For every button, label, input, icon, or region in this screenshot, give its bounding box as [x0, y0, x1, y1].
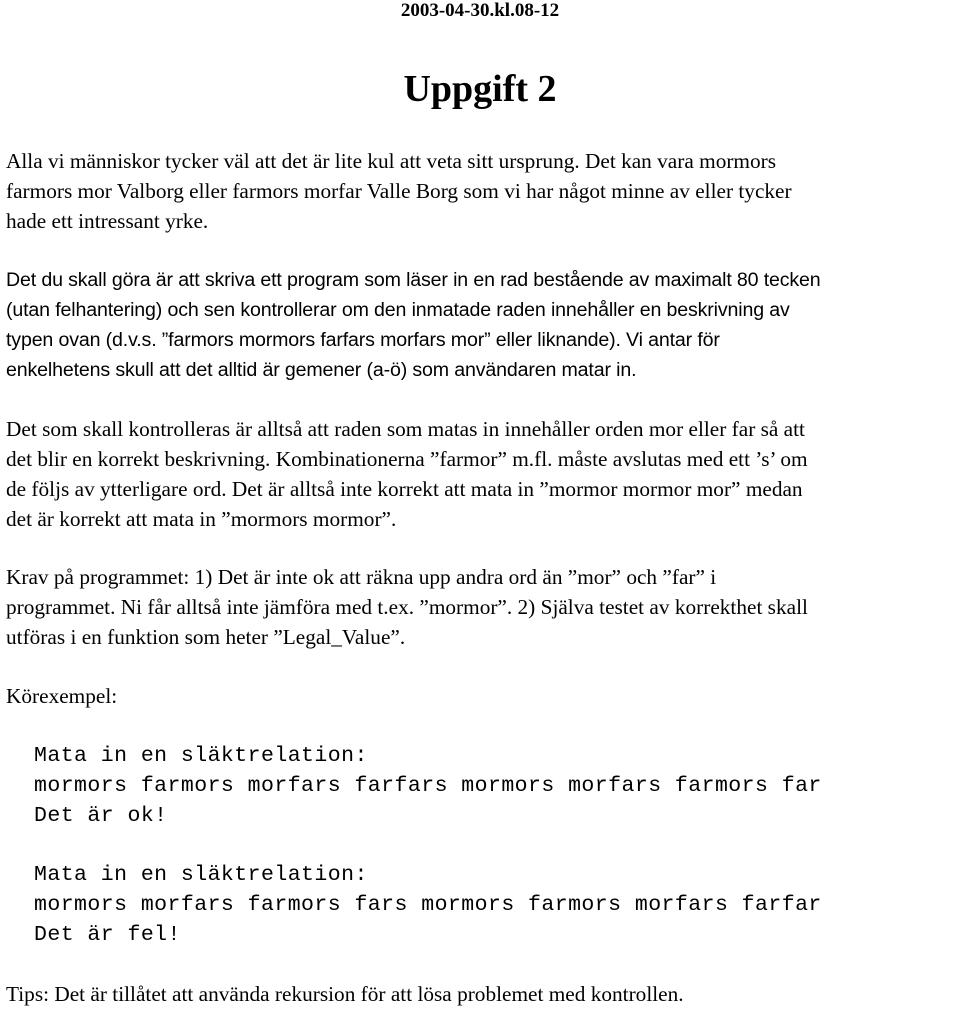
check-line-1: Det som skall kontrolleras är alltså att raden som matas in innehåller orden mor eller far så att	[6, 417, 805, 441]
tip-paragraph: Tips: Det är tillåtet att använda rekursion för att lösa problemet med kontrollen.	[6, 982, 684, 1006]
check-line-4: det är korrekt att mata in ”mormors mormor”.	[6, 507, 397, 531]
intro-paragraph	[6, 146, 960, 236]
example-1-input: mormors farmors morfars farfars mormors morfars farmors far	[34, 774, 822, 798]
task-line-1: Det du skall göra är att skriva ett program som läser in en rad bestående av maximalt 80 tecken	[6, 269, 821, 291]
example-2-result: Det är fel!	[34, 923, 181, 947]
task-paragraph	[6, 265, 960, 385]
example-heading: Körexempel:	[6, 684, 118, 708]
example-run-2	[34, 860, 822, 950]
example-1-prompt: Mata in en släktrelation:	[34, 744, 368, 768]
intro-line-1: Alla vi människor tycker väl att det är lite kul att veta sitt ursprung. Det kan vara mormors	[6, 149, 777, 173]
example-run-1	[34, 741, 822, 831]
example-2-prompt: Mata in en släktrelation:	[34, 863, 368, 887]
requirements-line-3: utföras i en funktion som heter ”Legal_Value”.	[6, 625, 406, 649]
requirements-line-2: programmet. Ni får alltså inte jämföra med t.ex. ”mormor”. 2) Själva testet av korrekthet skall	[6, 595, 808, 619]
check-paragraph	[6, 414, 960, 534]
example-1-result: Det är ok!	[34, 804, 168, 828]
example-2-input: mormors morfars farmors fars mormors farmors morfars farfar	[34, 893, 822, 917]
intro-line-3: hade ett intressant yrke.	[6, 209, 209, 233]
check-line-2: det blir en korrekt beskrivning. Kombinationerna ”farmor” m.fl. måste avslutas med ett ’s’ om	[6, 447, 808, 471]
task-line-2: (utan felhantering) och sen kontrollerar om den inmatade raden innehåller en beskrivning av	[6, 299, 790, 321]
requirements-line-1: Krav på programmet: 1) Det är inte ok att räkna upp andra ord än ”mor” och ”far” i	[6, 565, 717, 589]
task-line-3: typen ovan (d.v.s. ”farmors mormors farfars morfars mor” eller liknande). Vi antar för	[6, 329, 720, 351]
task-line-4: enkelhetens skull att det alltid är gemener (a-ö) som användaren matar in.	[6, 359, 637, 381]
intro-line-2: farmors mor Valborg eller farmors morfar Valle Borg som vi har något minne av eller tycker	[6, 179, 792, 203]
page-title: Uppgift 2	[403, 68, 557, 110]
check-line-3: de följs av ytterligare ord. Det är alltså inte korrekt att mata in ”mormor mormor mor” medan	[6, 477, 803, 501]
exam-code-header: 2003-04-30.kl.08-12	[400, 0, 560, 21]
requirements-paragraph	[6, 562, 960, 652]
